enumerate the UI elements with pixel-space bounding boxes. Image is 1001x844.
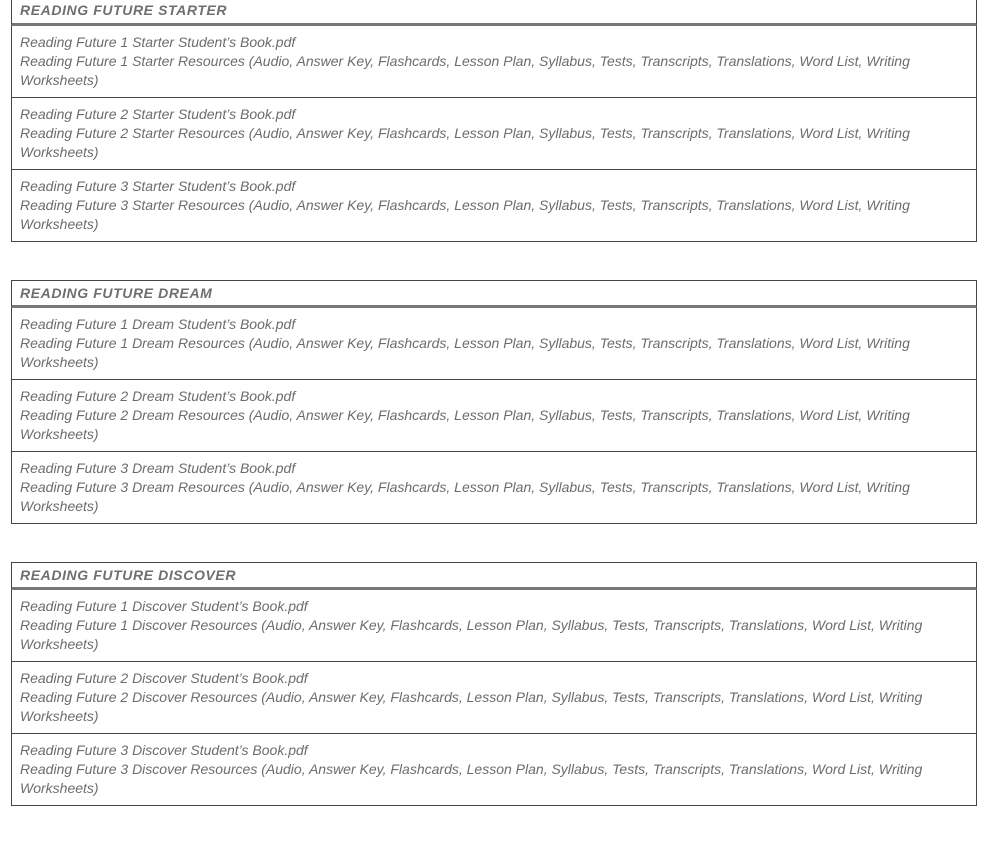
table-row: [12, 170, 976, 242]
book-link[interactable]: Reading Future 3 Starter Student’s Book.pdf: [20, 178, 296, 194]
resources-link[interactable]: Reading Future 1 Dream Resources (Audio, Answer Key, Flashcards, Lesson Plan, Syllabus, Tests, Transcripts, Translations, Word List, Writing Worksheets): [20, 335, 910, 370]
resources-link[interactable]: Reading Future 2 Starter Resources (Audio, Answer Key, Flashcards, Lesson Plan, Syllabus, Tests, Transcripts, Translations, Word List, Writing Worksheets): [20, 125, 910, 160]
resources-link[interactable]: Reading Future 2 Discover Resources (Audio, Answer Key, Flashcards, Lesson Plan, Syllabus, Tests, Transcripts, Translations, Word List, Writing Worksheets): [20, 689, 923, 724]
section-title: READING FUTURE STARTER: [11, 0, 977, 26]
section-rows: [11, 308, 977, 524]
book-link[interactable]: Reading Future 2 Dream Student’s Book.pdf: [20, 388, 296, 404]
resources-link[interactable]: Reading Future 3 Discover Resources (Audio, Answer Key, Flashcards, Lesson Plan, Syllabus, Tests, Transcripts, Translations, Word List, Writing Worksheets): [20, 761, 923, 796]
section-title: READING FUTURE DISCOVER: [11, 562, 977, 590]
section-dream: [11, 280, 977, 524]
table-row: [12, 734, 976, 806]
table-row: [12, 380, 976, 452]
resource-list: [11, 0, 977, 844]
table-row: [12, 662, 976, 734]
table-row: [12, 98, 976, 170]
resources-link[interactable]: Reading Future 2 Dream Resources (Audio, Answer Key, Flashcards, Lesson Plan, Syllabus, Tests, Transcripts, Translations, Word List, Writing Worksheets): [20, 407, 910, 442]
resources-link[interactable]: Reading Future 1 Starter Resources (Audio, Answer Key, Flashcards, Lesson Plan, Syllabus, Tests, Transcripts, Translations, Word List, Writing Worksheets): [20, 53, 910, 88]
book-link[interactable]: Reading Future 2 Starter Student’s Book.pdf: [20, 106, 296, 122]
book-link[interactable]: Reading Future 3 Dream Student’s Book.pdf: [20, 460, 296, 476]
resources-link[interactable]: Reading Future 1 Discover Resources (Audio, Answer Key, Flashcards, Lesson Plan, Syllabus, Tests, Transcripts, Translations, Word List, Writing Worksheets): [20, 617, 923, 652]
table-row: [12, 590, 976, 662]
table-row: [12, 452, 976, 524]
resources-link[interactable]: Reading Future 3 Dream Resources (Audio, Answer Key, Flashcards, Lesson Plan, Syllabus, Tests, Transcripts, Translations, Word List, Writing Worksheets): [20, 479, 910, 514]
book-link[interactable]: Reading Future 3 Discover Student’s Book.pdf: [20, 742, 308, 758]
resources-link[interactable]: Reading Future 3 Starter Resources (Audio, Answer Key, Flashcards, Lesson Plan, Syllabus, Tests, Transcripts, Translations, Word List, Writing Worksheets): [20, 197, 910, 232]
book-link[interactable]: Reading Future 1 Dream Student’s Book.pdf: [20, 316, 296, 332]
section-discover: [11, 562, 977, 806]
section-starter: [11, 0, 977, 242]
section-rows: [11, 26, 977, 242]
section-rows: [11, 590, 977, 806]
book-link[interactable]: Reading Future 2 Discover Student’s Book.pdf: [20, 670, 308, 686]
table-row: [12, 26, 976, 98]
section-title: READING FUTURE DREAM: [11, 280, 977, 308]
book-link[interactable]: Reading Future 1 Discover Student’s Book.pdf: [20, 598, 308, 614]
table-row: [12, 308, 976, 380]
book-link[interactable]: Reading Future 1 Starter Student’s Book.pdf: [20, 34, 296, 50]
